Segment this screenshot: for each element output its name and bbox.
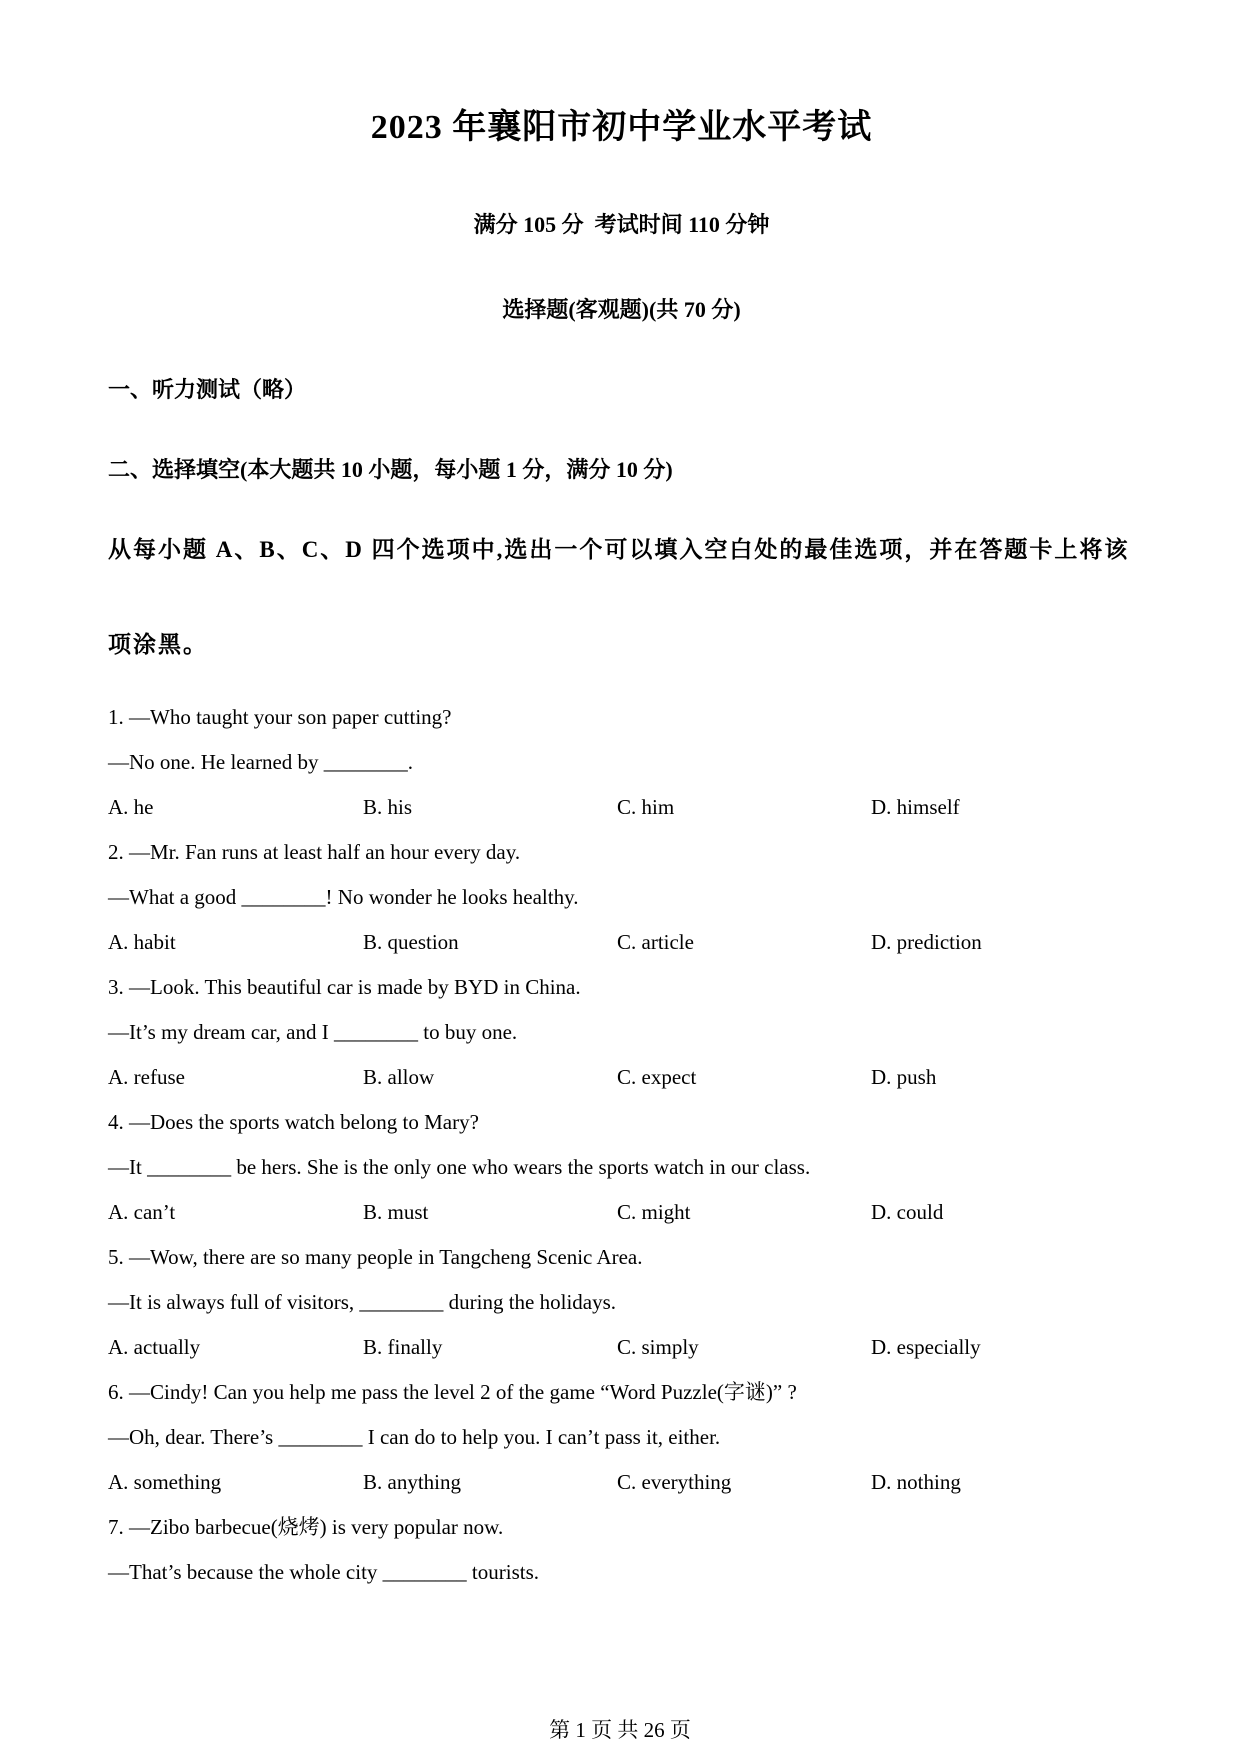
options-row — [108, 1190, 1135, 1235]
option-c: C. article — [617, 930, 694, 954]
option-d: D. himself — [871, 795, 960, 819]
instruction-line-1: 从每小题 A、B、C、D 四个选项中,选出一个可以填入空白处的最佳选项，并在答题卡上将该 — [108, 537, 1130, 562]
option-b: B. must — [363, 1200, 429, 1224]
part1-heading: 一、听力测试（略） — [108, 377, 307, 402]
question-line: 4. —Does the sports watch belong to Mary? — [108, 1110, 479, 1134]
option-a: A. something — [108, 1470, 222, 1494]
options-row — [108, 1460, 1135, 1505]
question-line: 6. —Cindy! Can you help me pass the level 2 of the game “Word Puzzle(字谜)” ? — [108, 1380, 797, 1404]
option-c: C. everything — [617, 1470, 732, 1494]
option-c: C. might — [617, 1200, 691, 1224]
options-row — [108, 785, 1135, 830]
option-d: D. prediction — [871, 930, 982, 954]
options-row — [108, 1325, 1135, 1370]
question-line: 2. —Mr. Fan runs at least half an hour every day. — [108, 840, 521, 864]
question-line: 5. —Wow, there are so many people in Tangcheng Scenic Area. — [108, 1245, 643, 1269]
questions-container — [108, 695, 1135, 1595]
options-row — [108, 1055, 1135, 1100]
option-a: A. can’t — [108, 1200, 176, 1224]
option-d: D. could — [871, 1200, 944, 1224]
response-line: —It’s my dream car, and I ________ to buy one. — [108, 1020, 518, 1044]
option-b: B. question — [363, 930, 459, 954]
response-line: —What a good ________! No wonder he looks healthy. — [108, 885, 579, 909]
page-title: 2023 年襄阳市初中学业水平考试 — [370, 109, 873, 146]
response-line: —It ________ be hers. She is the only one who wears the sports watch in our class. — [108, 1155, 811, 1179]
option-d: D. push — [871, 1065, 937, 1089]
exam-info: 满分 105 分 考试时间 110 分钟 — [473, 212, 770, 237]
page-footer: 第 1 页 共 26 页 — [549, 1718, 691, 1742]
question-line: 7. —Zibo barbecue(烧烤) is very popular now. — [108, 1515, 504, 1539]
option-c: C. him — [617, 795, 675, 819]
options-row — [108, 920, 1135, 965]
option-b: B. anything — [363, 1470, 461, 1494]
option-c: C. simply — [617, 1335, 699, 1359]
question-line: 1. —Who taught your son paper cutting? — [108, 705, 452, 729]
option-d: D. especially — [871, 1335, 981, 1359]
option-b: B. allow — [363, 1065, 435, 1089]
instruction-line-2: 项涂黑。 — [108, 632, 208, 657]
option-b: B. finally — [363, 1335, 443, 1359]
option-c: C. expect — [617, 1065, 697, 1089]
option-a: A. refuse — [108, 1065, 185, 1089]
response-line: —That’s because the whole city ________ tourists. — [108, 1560, 540, 1584]
question-line: 3. —Look. This beautiful car is made by BYD in China. — [108, 975, 581, 999]
option-a: A. actually — [108, 1335, 201, 1359]
response-line: —It is always full of visitors, ________ during the holidays. — [108, 1290, 617, 1314]
response-line: —No one. He learned by ________. — [108, 750, 414, 774]
part2-heading: 二、选择填空(本大题共 10 小题，每小题 1 分，满分 10 分) — [108, 457, 673, 482]
option-b: B. his — [363, 795, 413, 819]
option-a: A. habit — [108, 930, 176, 954]
option-a: A. he — [108, 795, 154, 819]
section-heading: 选择题(客观题)(共 70 分) — [502, 297, 741, 322]
response-line: —Oh, dear. There’s ________ I can do to help you. I can’t pass it, either. — [108, 1425, 721, 1449]
option-d: D. nothing — [871, 1470, 961, 1494]
